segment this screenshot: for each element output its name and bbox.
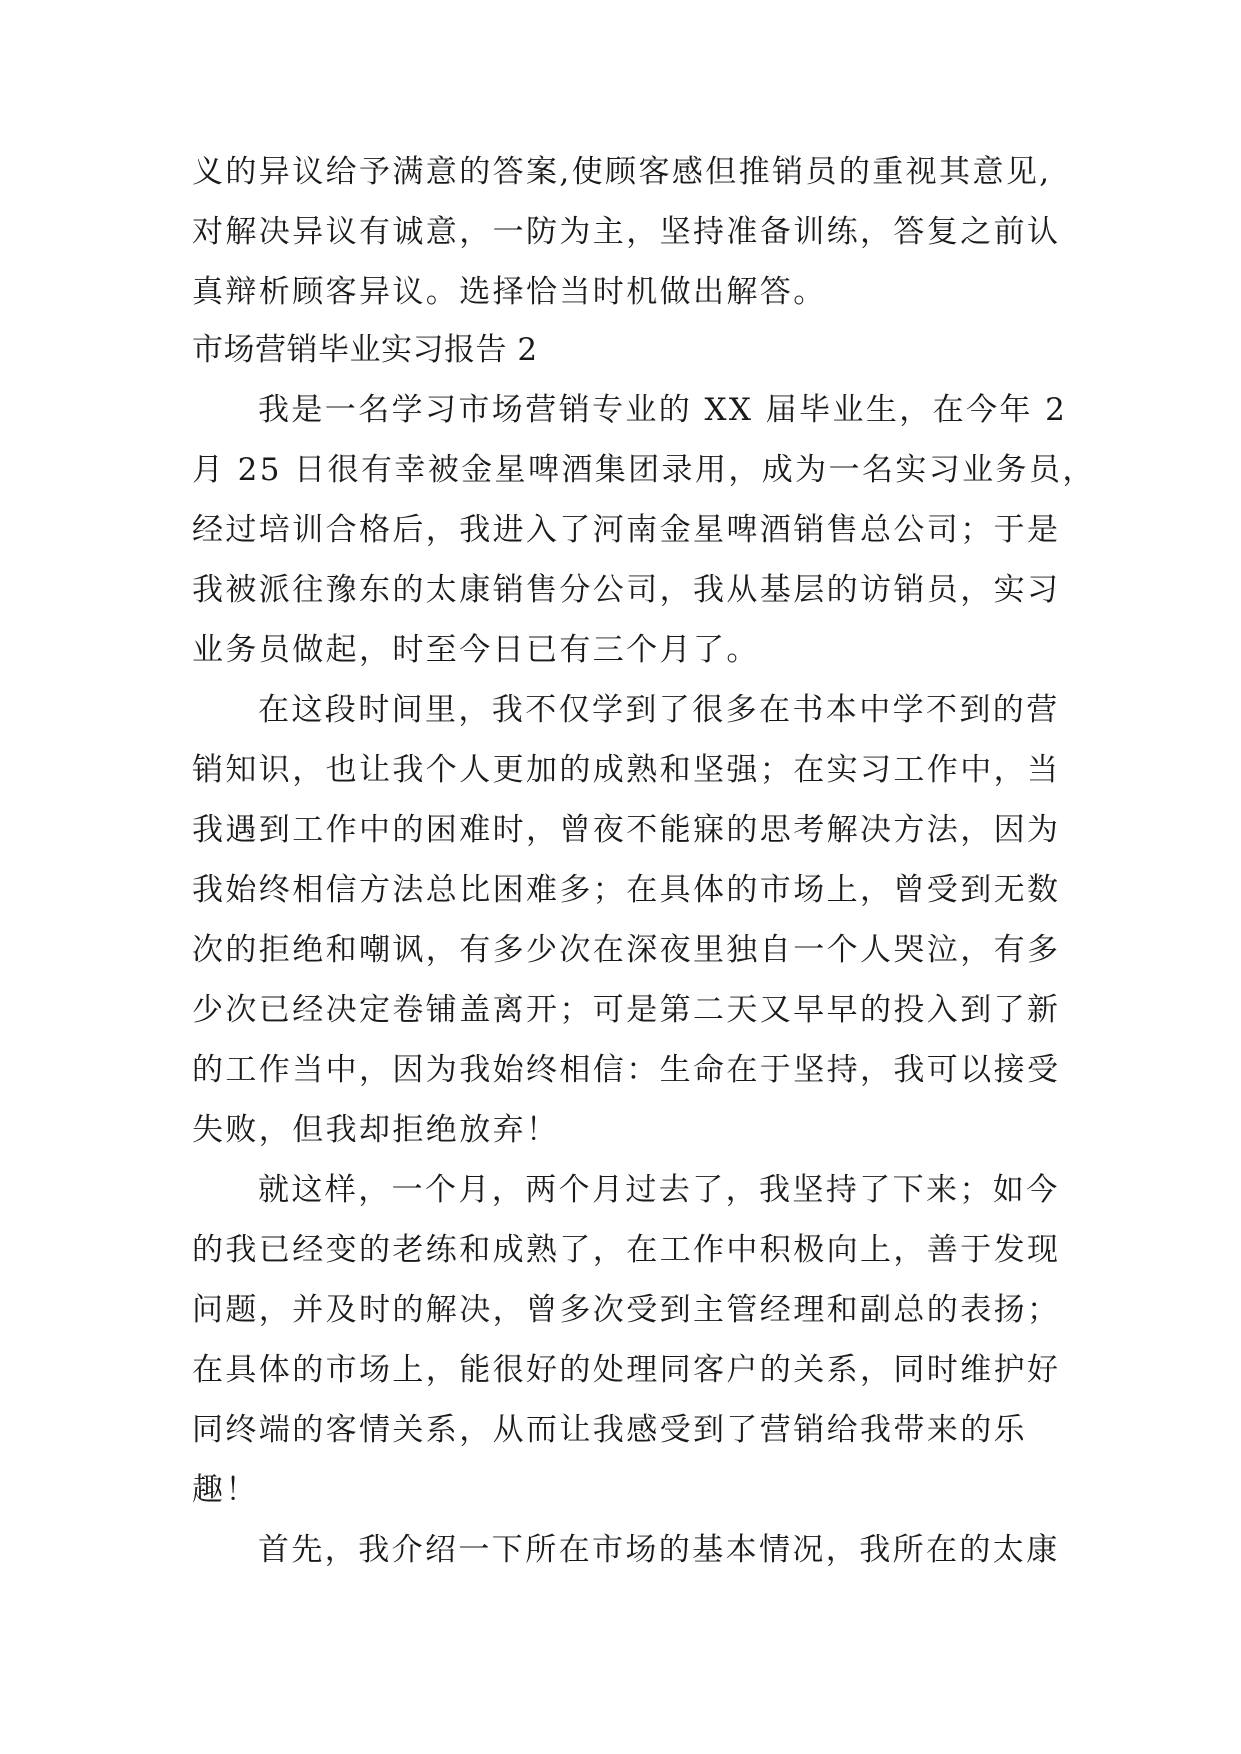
text-line: 失败，但我却拒绝放弃！ (192, 1112, 560, 1148)
text-line: 义的异议给予满意的答案,使顾客感但推销员的重视其意见, (192, 154, 1052, 190)
paragraph-first-line: 在这段时间里，我不仅学到了很多在书本中学不到的营 (258, 692, 1060, 728)
text-line: 我始终相信方法总比困难多；在具体的市场上，曾受到无数 (192, 872, 1061, 908)
text-line: 问题，并及时的解决，曾多次受到主管经理和副总的表扬； (192, 1292, 1061, 1328)
text-line: 月 25 日很有幸被金星啤酒集团录用，成为一名实习业务员， (192, 452, 1096, 488)
section-heading: 市场营销毕业实习报告 2 (192, 332, 538, 368)
text-line: 经过培训合格后，我进入了河南金星啤酒销售总公司；于是 (192, 512, 1061, 548)
text-line: 的我已经变的老练和成熟了，在工作中积极向上，善于发现 (192, 1232, 1061, 1268)
text-line: 少次已经决定卷铺盖离开；可是第二天又早早的投入到了新 (192, 992, 1061, 1028)
text-line: 我遇到工作中的困难时，曾夜不能寐的思考解决方法，因为 (192, 812, 1061, 848)
paragraph-first-line: 首先，我介绍一下所在市场的基本情况，我所在的太康 (258, 1532, 1060, 1568)
text-line: 趣！ (192, 1472, 259, 1508)
text-line: 销知识，也让我个人更加的成熟和坚强；在实习工作中，当 (192, 752, 1061, 788)
text-line: 我被派往豫东的太康销售分公司，我从基层的访销员，实习 (192, 572, 1061, 608)
text-line: 业务员做起，时至今日已有三个月了。 (192, 632, 760, 668)
paragraph-first-line: 就这样，一个月，两个月过去了，我坚持了下来；如今 (258, 1172, 1060, 1208)
text-line: 的工作当中，因为我始终相信：生命在于坚持，我可以接受 (192, 1052, 1061, 1088)
text-line: 对解决异议有诚意，一防为主，坚持准备训练，答复之前认 (192, 214, 1061, 250)
text-line: 同终端的客情关系，从而让我感受到了营销给我带来的乐 (192, 1412, 1027, 1448)
text-line: 在具体的市场上，能很好的处理同客户的关系，同时维护好 (192, 1352, 1061, 1388)
text-line: 次的拒绝和嘲讽，有多少次在深夜里独自一个人哭泣，有多 (192, 932, 1061, 968)
text-line: 真辩析顾客异议。选择恰当时机做出解答。 (192, 274, 827, 310)
paragraph-first-line: 我是一名学习市场营销专业的 XX 届毕业生，在今年 2 (258, 392, 1068, 428)
